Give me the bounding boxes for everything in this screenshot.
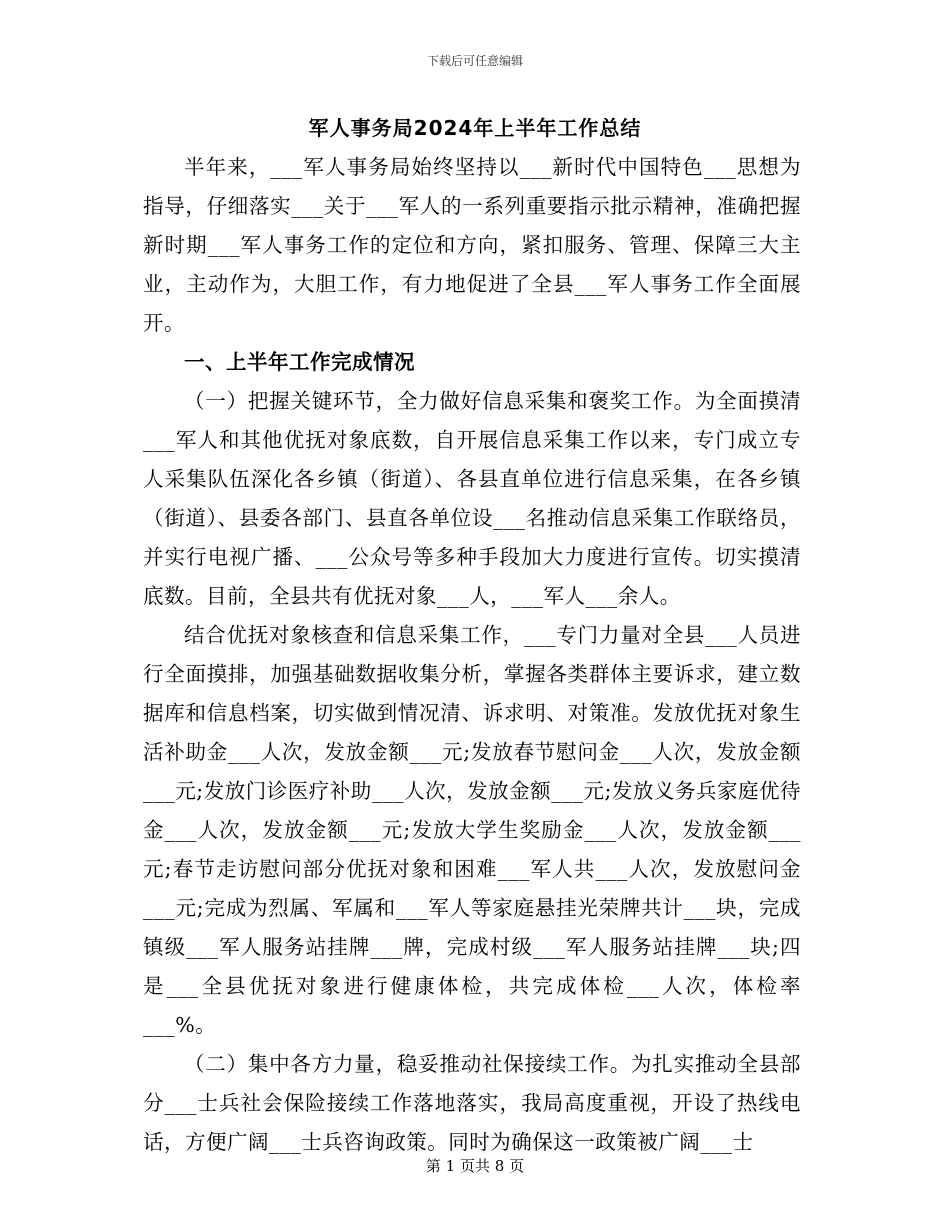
document-title: 军人事务局2024年上半年工作总结 [308, 116, 642, 140]
section-paragraph-3: （二）集中各方力量，稳妥推动社保接续工作。为扎实推动全县部分___士兵社会保险接续工作落地落实，我局高度重视，开设了热线电话，方便广阔___士兵咨询政策。同时为确保这一政策被广阔___士 [143, 1052, 801, 1154]
section-paragraph-2: 结合优抚对象核查和信息采集工作，___专门力量对全县___人员进行全面摸排，加强基础数据收集分析，掌握各类群体主要诉求，建立数据库和信息档案，切实做到情况清、诉求明、对策准。发放优抚对象生活补助金___人次，发放金额___元;发放春节慰问金___人次，发放金额___元;发放门诊医疗补助___人次，发放金额___元;发放义务兵家庭优待金___人次，发放金额___元;发放大学生奖励金___人次，发放金额___元;春节走访慰问部分优抚对象和困难___军人共___人次，发放慰问金___元;完成为烈属、军属和___军人等家庭悬挂光荣牌共计___块，完成镇级___军人服务站挂牌___牌，完成村级___军人服务站挂牌___块;四是___全县优抚对象进行健康体检，共完成体检___人次，体检率___%。 [143, 623, 801, 1037]
section-heading: 一、上半年工作完成情况 [184, 350, 415, 374]
intro-paragraph: 半年来，___军人事务局始终坚持以___新时代中国特色___思想为指导，仔细落实___关于___军人的一系列重要指示批示精神，准确把握新时期___军人事务工作的定位和方向，紧扣服务、管理、保障三大主业，主动作为，大胆工作，有力地促进了全县___军人事务工作全面展开。 [143, 155, 801, 335]
document-body [143, 148, 801, 1162]
header-note: 下载后可任意编辑 [426, 54, 523, 68]
section-paragraph-1: （一）把握关键环节，全力做好信息采集和褒奖工作。为全面摸清___军人和其他优抚对象底数，自开展信息采集工作以来，专门成立专人采集队伍深化各乡镇（街道）、各县直单位进行信息采集，在各乡镇（街道）、县委各部门、县直各单位设___名推动信息采集工作联络员，并实行电视广播、___公众号等多种手段加大力度进行宣传。切实摸清底数。目前，全县共有优抚对象___人，___军人___余人。 [143, 389, 801, 608]
page-number: 第 1 页共 8 页 [425, 1157, 525, 1175]
